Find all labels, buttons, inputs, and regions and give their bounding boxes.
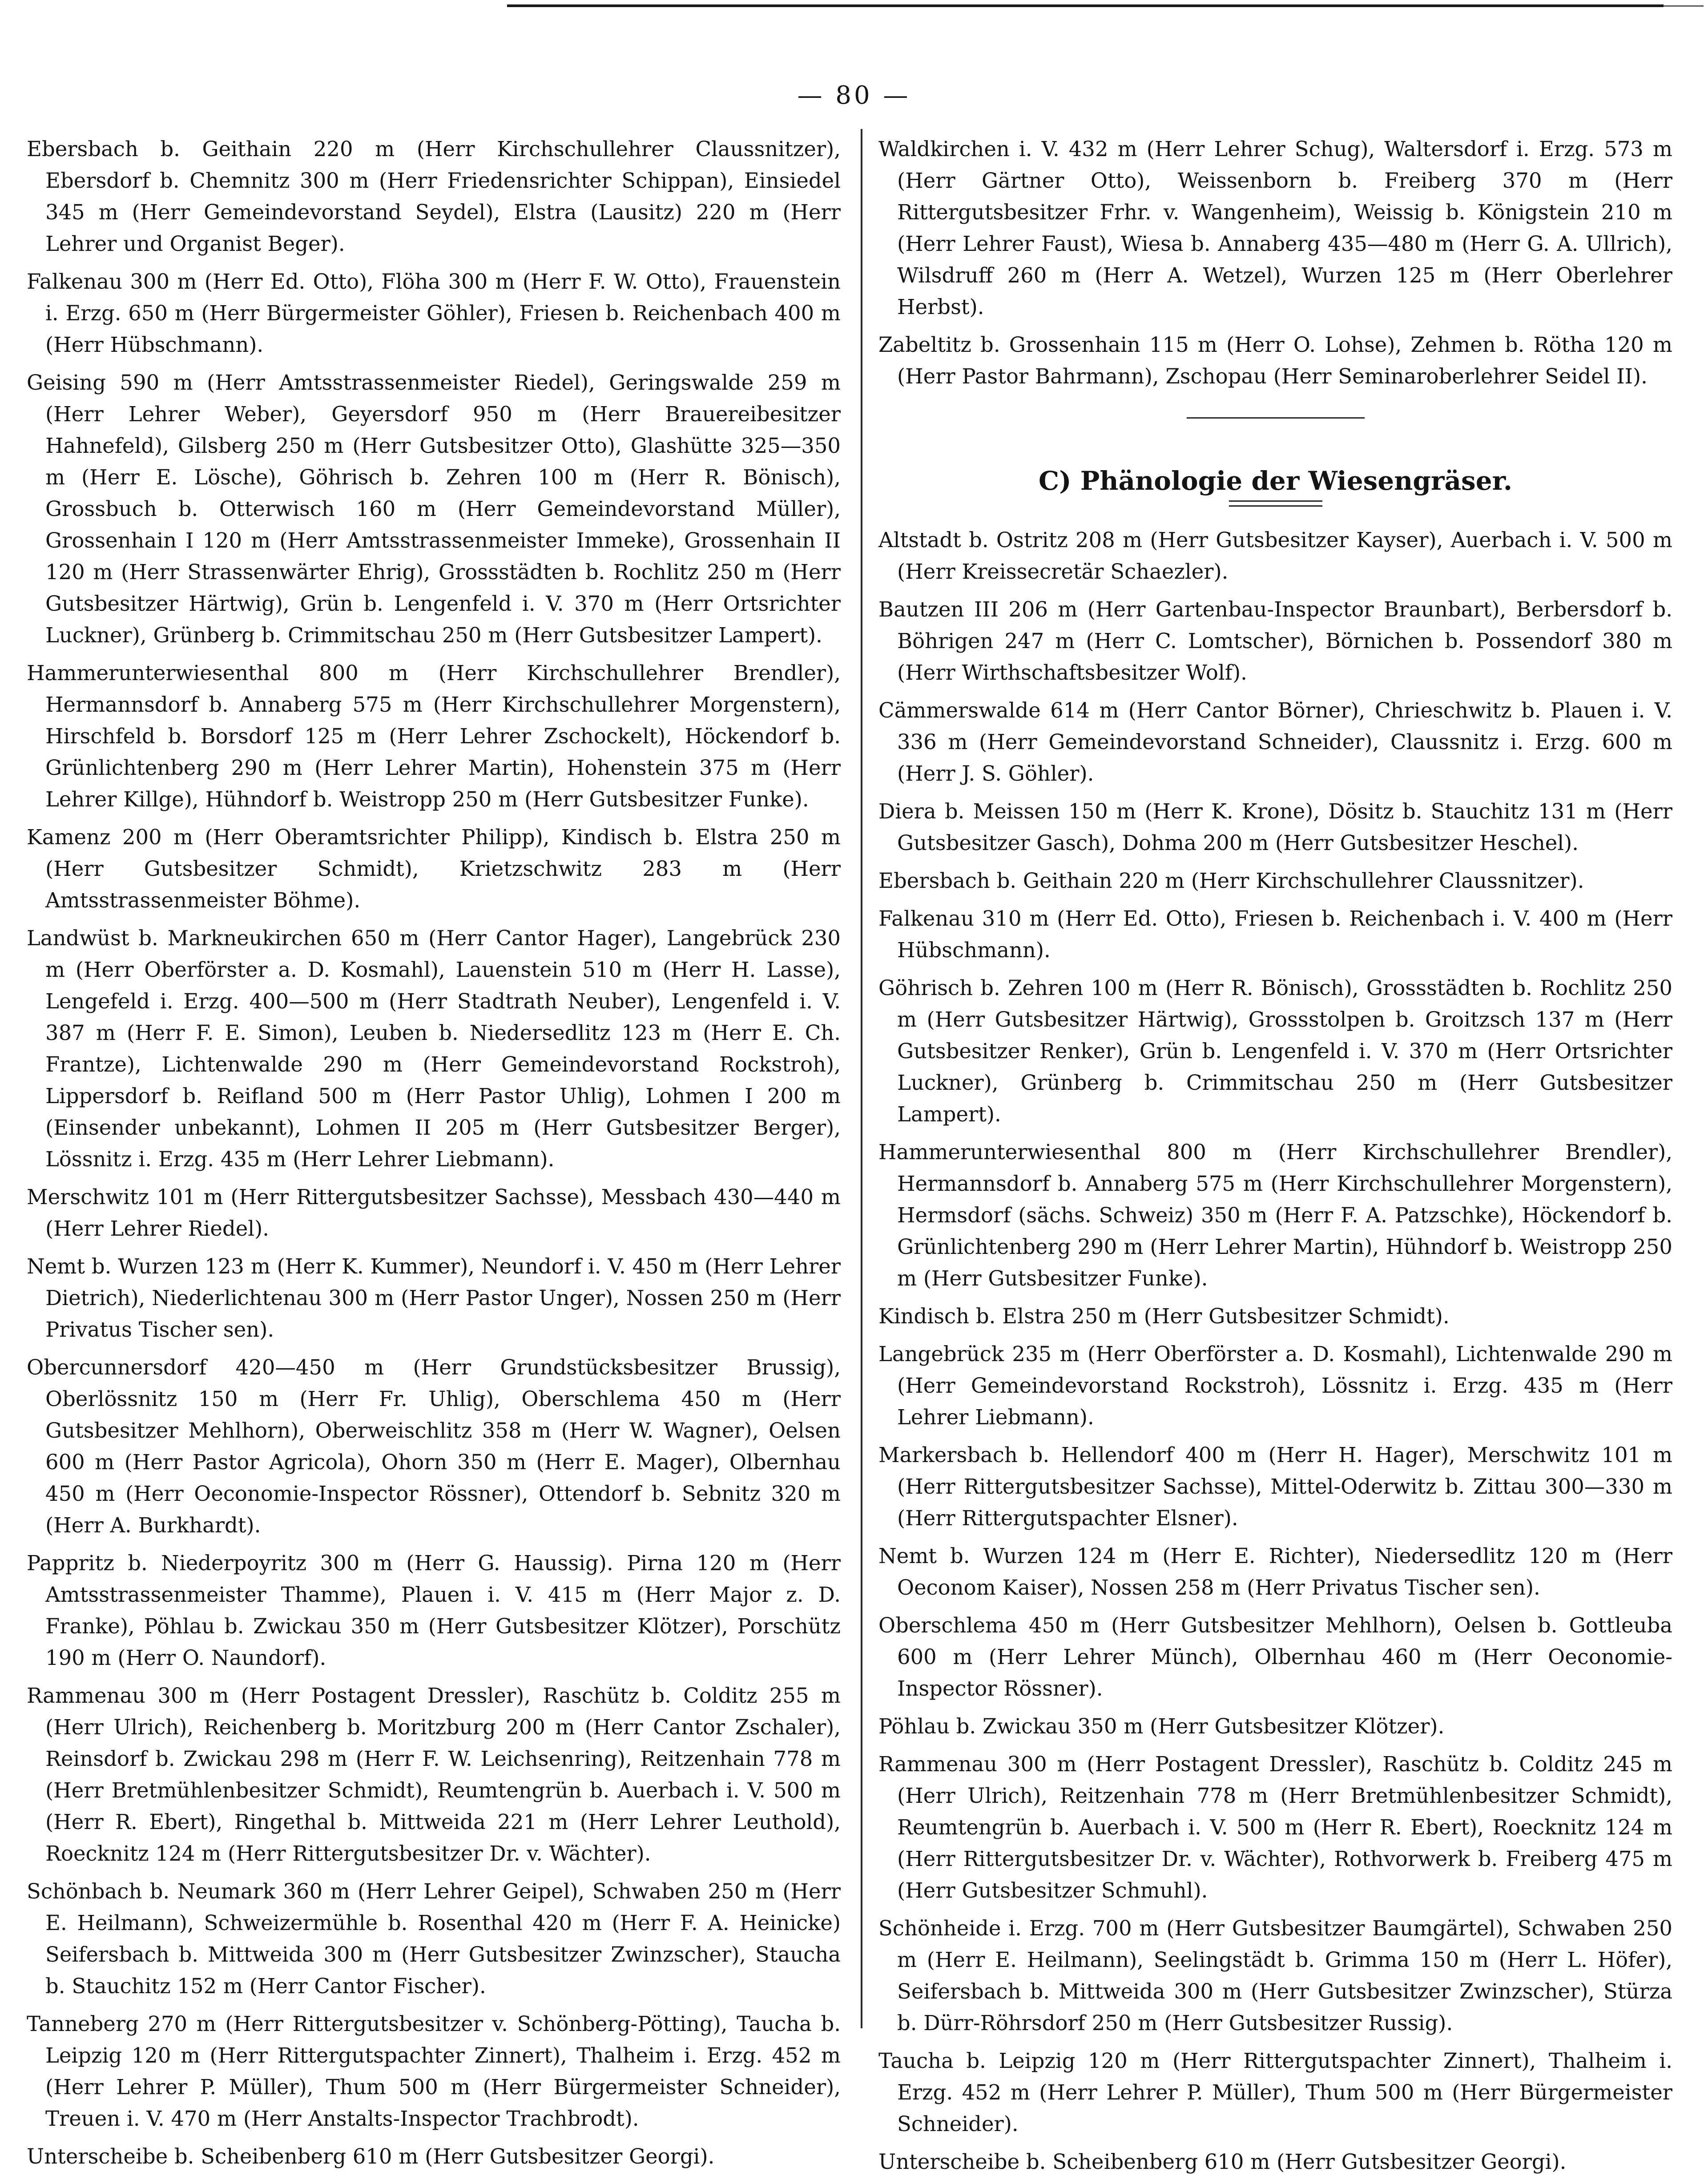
location-entry: Nemt b. Wurzen 123 m (Herr K. Kummer), Neundorf i. V. 450 m (Herr Lehrer Dietrich), Niederlichtenau 300 m (Herr Pastor Unger), Nossen 250 m (Herr Privatus Tischer sen). <box>27 1254 841 1342</box>
location-entry: Nemt b. Wurzen 124 m (Herr E. Richter), Niedersedlitz 120 m (Herr Oeconom Kaiser), Nossen 258 m (Herr Privatus Tischer sen). <box>878 1544 1672 1600</box>
location-entry: Langebrück 235 m (Herr Oberförster a. D. Kosmahl), Lichtenwalde 290 m (Herr Gemeindevorstand Rockstroh), Lössnitz i. Erzg. 435 m (Herr Lehrer Liebmann). <box>878 1342 1672 1429</box>
top-rule <box>507 4 1664 7</box>
location-entry: Ebersbach b. Geithain 220 m (Herr Kirchschullehrer Claussnitzer), Ebersdorf b. Chemnitz 300 m (Herr Friedensrichter Schippan), Einsiedel 345 m (Herr Gemeindevorstand Seydel), Elstra (Lausitz) 220 m (Herr Lehrer und Organist Beger). <box>27 137 841 256</box>
location-entry: Rammenau 300 m (Herr Postagent Dressler), Raschütz b. Colditz 255 m (Herr Ulrich), Reichenberg b. Moritzburg 200 m (Herr Cantor Zschaler), Reinsdorf b. Zwickau 298 m (Herr F. W. Leichsenring), Reitzenhain 778 m (Herr Bretmühlenbesitzer Schmidt), Reumtengrün b. Auerbach i. V. 500 m (Herr R. Ebert), Ringethal b. Mittweida 221 m (Herr Lehrer Leuthold), Roecknitz 124 m (Herr Rittergutsbesitzer Dr. v. Wächter). <box>27 1684 841 1866</box>
location-entry: Bautzen III 206 m (Herr Gartenbau-Inspector Braunbart), Berbersdorf b. Böhrigen 247 m (Herr C. Lomtscher), Börnichen b. Possendorf 380 m (Herr Wirthschaftsbesitzer Wolf). <box>878 597 1672 685</box>
location-entry: Schönbach b. Neumark 360 m (Herr Lehrer Geipel), Schwaben 250 m (Herr E. Heilmann), Schweizermühle b. Rosenthal 420 m (Herr F. A. Heinicke) Seifersbach b. Mittweida 300 m (Herr Gutsbesitzer Zwinzscher), Staucha b. Stauchitz 152 m (Herr Cantor Fischer). <box>27 1879 841 1998</box>
column-divider <box>861 129 862 2028</box>
right-column-bottom <box>878 524 1672 2178</box>
location-entry: Rammenau 300 m (Herr Postagent Dressler), Raschütz b. Colditz 245 m (Herr Ulrich), Reitzenhain 778 m (Herr Bretmühlenbesitzer Schmidt), Reumtengrün b. Auerbach i. V. 500 m (Herr R. Ebert), Roecknitz 124 m (Herr Rittergutsbesitzer Dr. v. Wächter), Rothvorwerk b. Freiberg 475 m (Herr Gutsbesitzer Schmuhl). <box>878 1752 1672 1902</box>
section-separator-rule <box>1187 417 1365 419</box>
location-entry: Merschwitz 101 m (Herr Rittergutsbesitzer Sachsse), Messbach 430—440 m (Herr Lehrer Riedel). <box>27 1185 841 1241</box>
location-entry: Unterscheibe b. Scheibenberg 610 m (Herr Gutsbesitzer Georgi). <box>27 2144 715 2168</box>
top-rule-end <box>1664 5 1704 7</box>
location-entry: Schönheide i. Erzg. 700 m (Herr Gutsbesitzer Baumgärtel), Schwaben 250 m (Herr E. Heilmann), Seelingstädt b. Grimma 150 m (Herr L. Höfer), Seifersbach b. Mittweida 300 m (Herr Gutsbesitzer Zwinzscher), Stürza b. Dürr-Röhrsdorf 250 m (Herr Gutsbesitzer Russig). <box>878 1916 1672 2035</box>
location-entry: Ebersbach b. Geithain 220 m (Herr Kirchschullehrer Claussnitzer). <box>878 869 1584 893</box>
location-entry: Markersbach b. Hellendorf 400 m (Herr H. Hager), Merschwitz 101 m (Herr Rittergutsbesitzer Sachsse), Mittel-Oderwitz b. Zittau 300—330 m (Herr Rittergutspachter Elsner). <box>878 1443 1672 1530</box>
location-entry: Kamenz 200 m (Herr Oberamtsrichter Philipp), Kindisch b. Elstra 250 m (Herr Gutsbesitzer Schmidt), Krietzschwitz 283 m (Herr Amtsstrassenmeister Böhme). <box>27 825 841 912</box>
location-entry: Obercunnersdorf 420—450 m (Herr Grundstücksbesitzer Brussig), Oberlössnitz 150 m (Herr Fr. Uhlig), Oberschlema 450 m (Herr Gutsbesitzer Mehlhorn), Oberweischlitz 358 m (Herr W. Wagner), Oelsen 600 m (Herr Pastor Agricola), Ohorn 350 m (Herr E. Mager), Olbernhau 450 m (Herr Oeconomie-Inspector Rössner), Ottendorf b. Sebnitz 320 m (Herr A. Burkhardt). <box>27 1355 841 1537</box>
right-column <box>878 133 1672 2184</box>
location-entry: Geising 590 m (Herr Amtsstrassenmeister Riedel), Geringswalde 259 m (Herr Lehrer Weber), Geyersdorf 950 m (Herr Brauereibesitzer Hahnefeld), Gilsberg 250 m (Herr Gutsbesitzer Otto), Glashütte 325—350 m (Herr E. Lösche), Göhrisch b. Zehren 100 m (Herr R. Bönisch), Grossbuch b. Otterwisch 160 m (Herr Gemeindevorstand Müller), Grossenhain I 120 m (Herr Amtsstrassenmeister Immeke), Grossenhain II 120 m (Herr Strassenwärter Ehrig), Grossstädten b. Rochlitz 250 m (Herr Gutsbesitzer Härtwig), Grün b. Lengenfeld i. V. 370 m (Herr Ortsrichter Luckner), Grünberg b. Crimmitschau 250 m (Herr Gutsbesitzer Lampert). <box>27 371 841 647</box>
location-entry: Hammerunterwiesenthal 800 m (Herr Kirchschullehrer Brendler), Hermannsdorf b. Annaberg 575 m (Herr Kirchschullehrer Morgenstern), Hirschfeld b. Borsdorf 125 m (Herr Lehrer Zschockelt), Höckendorf b. Grünlichtenberg 290 m (Herr Lehrer Martin), Hohenstein 375 m (Herr Lehrer Killge), Hühndorf b. Weistropp 250 m (Herr Gutsbesitzer Funke). <box>27 661 841 811</box>
right-column-top <box>878 133 1672 392</box>
location-entry: Göhrisch b. Zehren 100 m (Herr R. Bönisch), Grossstädten b. Rochlitz 250 m (Herr Gutsbesitzer Härtwig), Grossstolpen b. Groitzsch 137 m (Herr Gutsbesitzer Renker), Grün b. Lengenfeld i. V. 370 m (Herr Ortsrichter Luckner), Grünberg b. Crimmitschau 250 m (Herr Gutsbesitzer Lampert). <box>878 976 1672 1126</box>
heading-double-rule <box>1229 500 1322 507</box>
location-entry: Falkenau 310 m (Herr Ed. Otto), Friesen b. Reichenbach i. V. 400 m (Herr Hübschmann). <box>878 907 1672 962</box>
location-entry: Pappritz b. Niederpoyritz 300 m (Herr G. Haussig). Pirna 120 m (Herr Amtsstrassenmeister Thamme), Plauen i. V. 415 m (Herr Major z. D. Franke), Pöhlau b. Zwickau 350 m (Herr Gutsbesitzer Klötzer), Porschütz 190 m (Herr O. Naundorf). <box>27 1551 841 1670</box>
location-entry: Landwüst b. Markneukirchen 650 m (Herr Cantor Hager), Langebrück 230 m (Herr Oberförster a. D. Kosmahl), Lauenstein 510 m (Herr H. Lasse), Lengefeld i. Erzg. 400—500 m (Herr Stadtrath Neuber), Lengenfeld i. V. 387 m (Herr F. E. Simon), Leuben b. Niedersedlitz 123 m (Herr E. Ch. Frantze), Lichtenwalde 290 m (Herr Gemeindevorstand Rockstroh), Lippersdorf b. Reifland 500 m (Herr Pastor Uhlig), Lohmen I 200 m (Einsender unbekannt), Lohmen II 205 m (Herr Gutsbesitzer Berger), Lössnitz i. Erzg. 435 m (Herr Lehrer Liebmann). <box>27 926 841 1171</box>
page-number: — 80 — <box>797 81 911 110</box>
location-entry: Waldkirchen i. V. 432 m (Herr Lehrer Schug), Waltersdorf i. Erzg. 573 m (Herr Gärtner Otto), Weissenborn b. Freiberg 370 m (Herr Rittergutsbesitzer Frhr. v. Wangenheim), Weissig b. Königstein 210 m (Herr Lehrer Faust), Wiesa b. Annaberg 435—480 m (Herr G. A. Ullrich), Wilsdruff 260 m (Herr A. Wetzel), Wurzen 125 m (Herr Oberlehrer Herbst). <box>878 137 1672 319</box>
location-entry: Taucha b. Leipzig 120 m (Herr Rittergutspachter Zinnert), Thalheim i. Erzg. 452 m (Herr Lehrer P. Müller), Thum 500 m (Herr Bürgermeister Schneider). <box>878 2049 1672 2136</box>
location-entry: Altstadt b. Ostritz 208 m (Herr Gutsbesitzer Kayser), Auerbach i. V. 500 m (Herr Kreissecretär Schaezler). <box>878 528 1672 584</box>
location-entry: Falkenau 300 m (Herr Ed. Otto), Flöha 300 m (Herr F. W. Otto), Frauenstein i. Erzg. 650 m (Herr Bürgermeister Göhler), Friesen b. Reichenbach 400 m (Herr Hübschmann). <box>27 270 841 357</box>
location-entry: Pöhlau b. Zwickau 350 m (Herr Gutsbesitzer Klötzer). <box>878 1714 1445 1738</box>
location-entry: Diera b. Meissen 150 m (Herr K. Krone), Dösitz b. Stauchitz 131 m (Herr Gutsbesitzer Gasch), Dohma 200 m (Herr Gutsbesitzer Heschel). <box>878 799 1672 855</box>
section-heading: C) Phänologie der Wiesengräser. <box>1038 466 1513 496</box>
left-column <box>27 133 841 2179</box>
location-entry: Zabeltitz b. Grossenhain 115 m (Herr O. Lohse), Zehmen b. Rötha 120 m (Herr Pastor Bahrmann), Zschopau (Herr Seminaroberlehrer Seidel II). <box>878 333 1672 388</box>
location-entry: Kindisch b. Elstra 250 m (Herr Gutsbesitzer Schmidt). <box>878 1304 1450 1328</box>
location-entry: Tanneberg 270 m (Herr Rittergutsbesitzer v. Schönberg-Pötting), Taucha b. Leipzig 120 m (Herr Rittergutspachter Zinnert), Thalheim i. Erzg. 452 m (Herr Lehrer P. Müller), Thum 500 m (Herr Bürgermeister Schneider), Treuen i. V. 470 m (Herr Anstalts-Inspector Trachbrodt). <box>27 2012 841 2131</box>
location-entry: Unterscheibe b. Scheibenberg 610 m (Herr Gutsbesitzer Georgi). <box>878 2150 1567 2174</box>
location-entry: Cämmerswalde 614 m (Herr Cantor Börner), Chrieschwitz b. Plauen i. V. 336 m (Herr Gemeindevorstand Schneider), Claussnitz i. Erzg. 600 m (Herr J. S. Göhler). <box>878 698 1672 786</box>
location-entry: Hammerunterwiesenthal 800 m (Herr Kirchschullehrer Brendler), Hermannsdorf b. Annaberg 575 m (Herr Kirchschullehrer Morgenstern), Hermsdorf (sächs. Schweiz) 350 m (Herr F. A. Patzschke), Höckendorf b. Grünlichtenberg 290 m (Herr Lehrer Martin), Hühndorf b. Weistropp 250 m (Herr Gutsbesitzer Funke). <box>878 1140 1672 1290</box>
location-entry: Oberschlema 450 m (Herr Gutsbesitzer Mehlhorn), Oelsen b. Gottleuba 600 m (Herr Lehrer Münch), Olbernhau 460 m (Herr Oeconomie-Inspector Rössner). <box>878 1613 1672 1700</box>
